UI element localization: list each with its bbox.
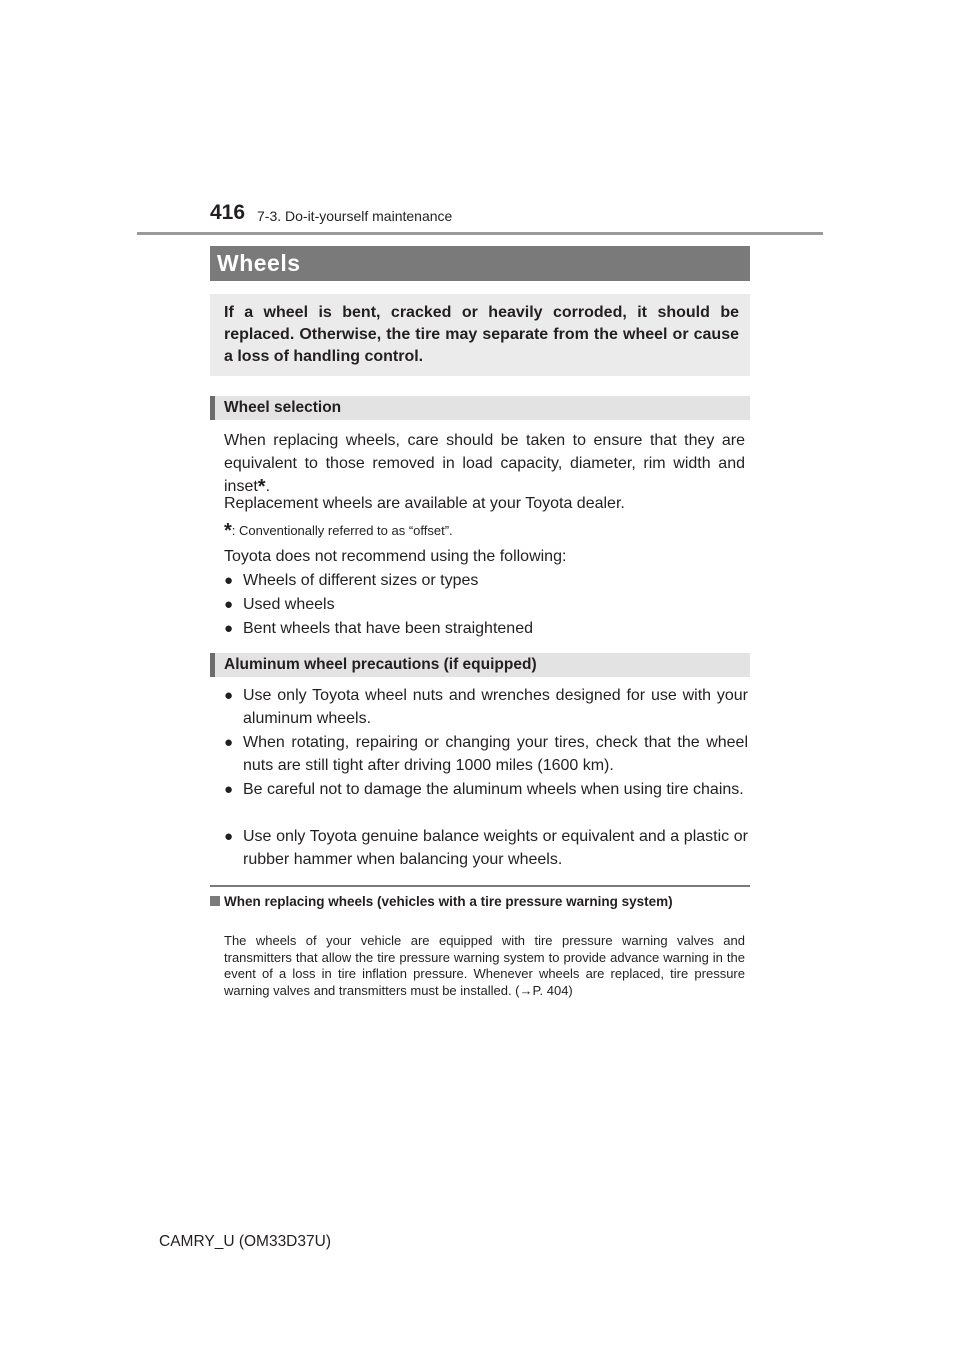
wheel-selection-heading-text: Wheel selection — [224, 399, 342, 416]
bullet-icon: ● — [224, 734, 234, 751]
bullet-icon: ● — [224, 687, 234, 704]
footer-model-code: CAMRY_U (OM33D37U) — [159, 1233, 331, 1250]
footnote-text: : Conventionally referred to as “offset”. — [231, 523, 453, 538]
page-number: 416 — [210, 201, 246, 224]
page-title-bar — [210, 246, 750, 281]
bullet-icon: ● — [224, 572, 234, 589]
section-reference: 7-3. Do-it-yourself maintenance — [257, 208, 453, 224]
header-rule — [137, 232, 823, 235]
aluminum-heading — [210, 653, 750, 677]
note-title — [210, 893, 750, 910]
note-body: The wheels of your vehicle are equipped with tire pressure warning valves and transmitters that allow the tire pressure warning system to provide advance warning in the event of a loss in tire inflation pressure. Whenever wheels are replaced, tire pressure warning valves and transmitters must be installed. (→P. 404) — [224, 933, 745, 998]
offset-footnote — [224, 519, 453, 543]
wheel-selection-heading — [210, 396, 750, 420]
footnote-star: * — [224, 520, 232, 542]
recommend-text: Toyota does not recommend using the following: — [224, 548, 567, 565]
bullet-icon: ● — [224, 828, 234, 845]
dealer-paragraph: Replacement wheels are available at your Toyota dealer. — [224, 495, 625, 512]
note-rule — [210, 885, 750, 887]
bullet-icon: ● — [224, 596, 234, 613]
footnote-star: * — [257, 476, 266, 498]
square-bullet-icon — [210, 896, 220, 906]
bullet-icon: ● — [224, 620, 234, 637]
intro-text: If a wheel is bent, cracked or heavily corroded, it should be replaced. Otherwise, the tire may separate from the wheel or cause a loss of handling control. — [224, 304, 739, 365]
period: . — [265, 478, 271, 495]
wheel-selection-text: When replacing wheels, care should be taken to ensure that they are equivalent to those removed in load capacity, diameter, rim width and inset — [224, 432, 745, 495]
page-title: Wheels — [217, 250, 301, 276]
note-title-text: When replacing wheels (vehicles with a tire pressure warning system) — [224, 894, 673, 909]
heading-tab — [210, 653, 215, 677]
heading-tab — [210, 396, 215, 420]
aluminum-heading-text: Aluminum wheel precautions (if equipped) — [224, 656, 537, 673]
bullet-icon: ● — [224, 781, 234, 798]
intro-box — [210, 294, 750, 376]
wheel-selection-paragraph — [224, 429, 745, 499]
